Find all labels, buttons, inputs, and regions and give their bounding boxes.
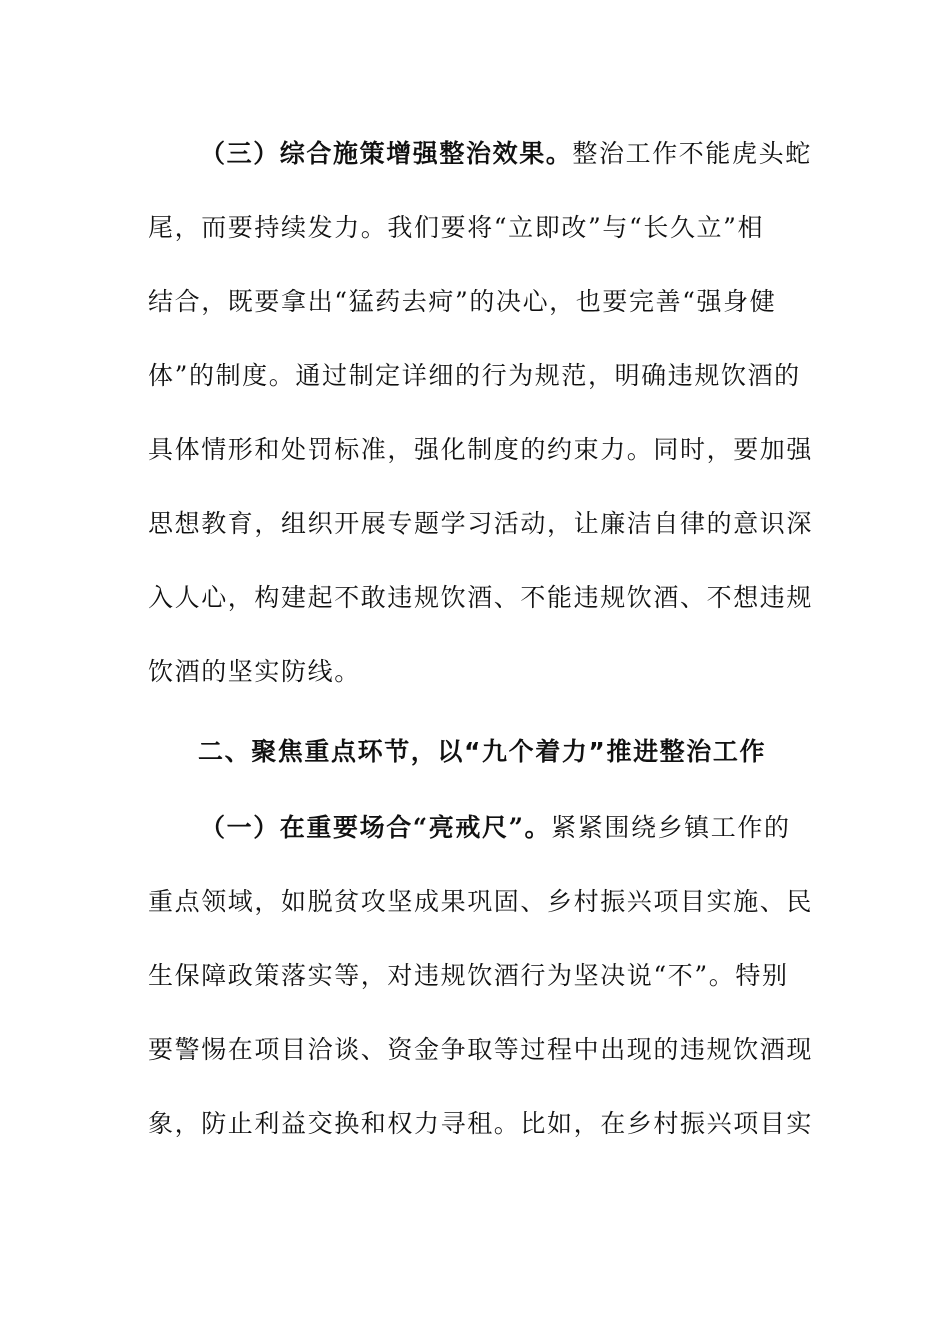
paragraph-line: 具体情形和处罚标准，强化制度的约束力。同时，要加强 (148, 435, 814, 464)
paragraph-line: 重点领域，如脱贫攻坚成果巩固、乡村振兴项目实施、民 (148, 887, 814, 916)
item1-lead-text: 紧紧围绕乡镇工作的 (551, 813, 791, 842)
paragraph-line: 生保障政策落实等，对违规饮酒行为坚决说“不”。特别 (148, 961, 789, 990)
section3-lead-heading: （三）综合施策增强整治效果。 (200, 139, 573, 168)
paragraph-line: 象，防止利益交换和权力寻租。比如，在乡村振兴项目实 (148, 1109, 814, 1138)
paragraph-line: 要警惕在项目洽谈、资金争取等过程中出现的违规饮酒现 (148, 1035, 814, 1064)
section-heading: 二、聚焦重点环节，以“九个着力”推进整治工作 (198, 737, 767, 766)
item1-first-line (200, 813, 840, 843)
paragraph-line: 体”的制度。通过制定详细的行为规范，明确违规饮酒的 (148, 361, 801, 390)
paragraph-line: 结合，既要拿出“猛药去疴”的决心，也要完善“强身健 (148, 287, 777, 316)
paragraph-line: 入人心，构建起不敢违规饮酒、不能违规饮酒、不想违规 (148, 583, 814, 612)
section3-lead-text: 整治工作不能虎头蛇 (572, 139, 812, 168)
paragraph-line: 尾，而要持续发力。我们要将“立即改”与“长久立”相 (148, 213, 765, 242)
paragraph-line: 饮酒的坚实防线。 (148, 657, 361, 686)
item1-lead-heading: （一）在重要场合“亮戒尺”。 (200, 813, 552, 842)
paragraph-line: 思想教育，组织开展专题学习活动，让廉洁自律的意识深 (148, 509, 814, 538)
section3-first-line (200, 139, 840, 169)
